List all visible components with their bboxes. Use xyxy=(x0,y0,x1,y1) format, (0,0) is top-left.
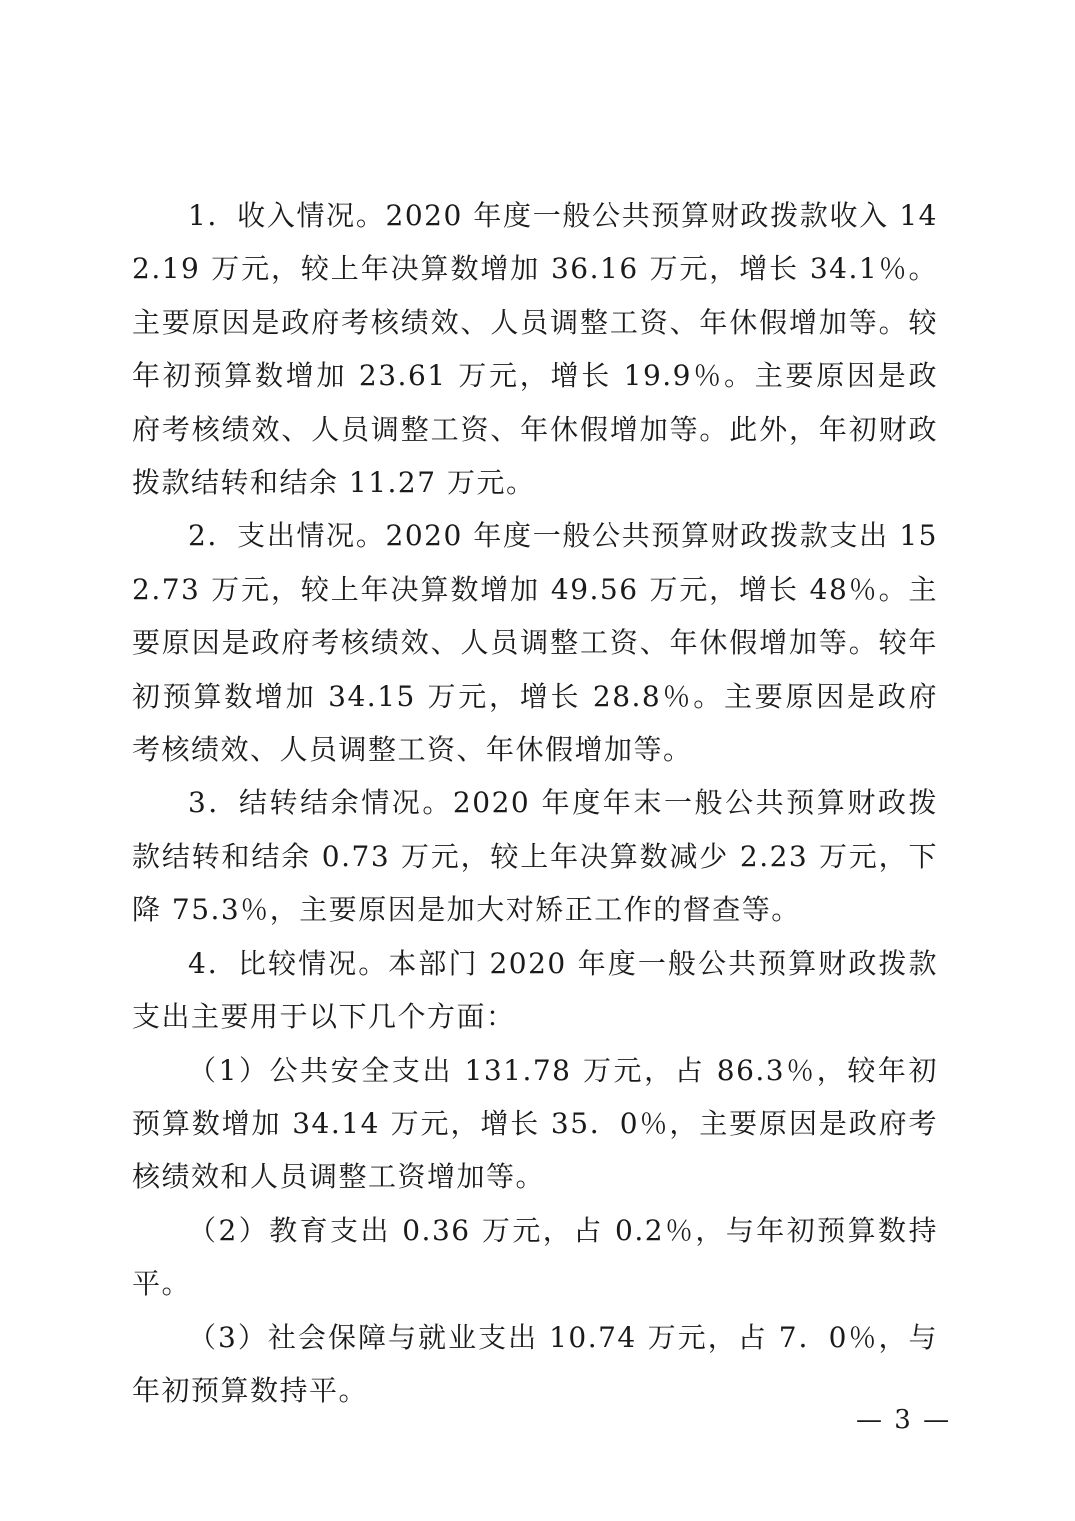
paragraph-balance: 3．结转结余情况。2020 年度年末一般公共预算财政拨款结转和结余 0.73 万元，较上年决算数减少 2.23 万元，下降 75.3％，主要原因是加大对矫正工作的督查等。 xyxy=(132,786,938,927)
paragraph-comparison: 4．比较情况。本部门 2020 年度一般公共预算财政拨款支出主要用于以下几个方面： xyxy=(132,946,938,1034)
page-number: — 3 — xyxy=(856,1405,952,1435)
paragraph-public-security: （1）公共安全支出 131.78 万元，占 86.3％，较年初预算数增加 34.14 万元，增长 35．0％，主要原因是政府考核绩效和人员调整工资增加等。 xyxy=(132,1053,938,1194)
paragraph-expenditure: 2．支出情况。2020 年度一般公共预算财政拨款支出 152.73 万元，较上年决算数增加 49.56 万元，增长 48％。主要原因是政府考核绩效、人员调整工资、年休假增加等。较年初预算数增加 34.15 万元，增长 28.8％。主要原因是政府考核绩效、人员调整工资、年休假增加等。 xyxy=(132,519,938,767)
paragraph-education: （2）教育支出 0.36 万元，占 0.2％，与年初预算数持平。 xyxy=(132,1213,938,1301)
paragraph-social-security: （3）社会保障与就业支出 10.74 万元，占 7．0％，与年初预算数持平。 xyxy=(132,1320,938,1407)
document-body xyxy=(132,189,938,1417)
paragraph-income: 1．收入情况。2020 年度一般公共预算财政拨款收入 142.19 万元，较上年决算数增加 36.16 万元，增长 34.1％。主要原因是政府考核绩效、人员调整工资、年休假增加等。较年初预算数增加 23.61 万元，增长 19.9％。主要原因是政府考核绩效、人员调整工资、年休假增加等。此外，年初财政拨款结转和结余 11.27 万元。 xyxy=(132,199,938,500)
